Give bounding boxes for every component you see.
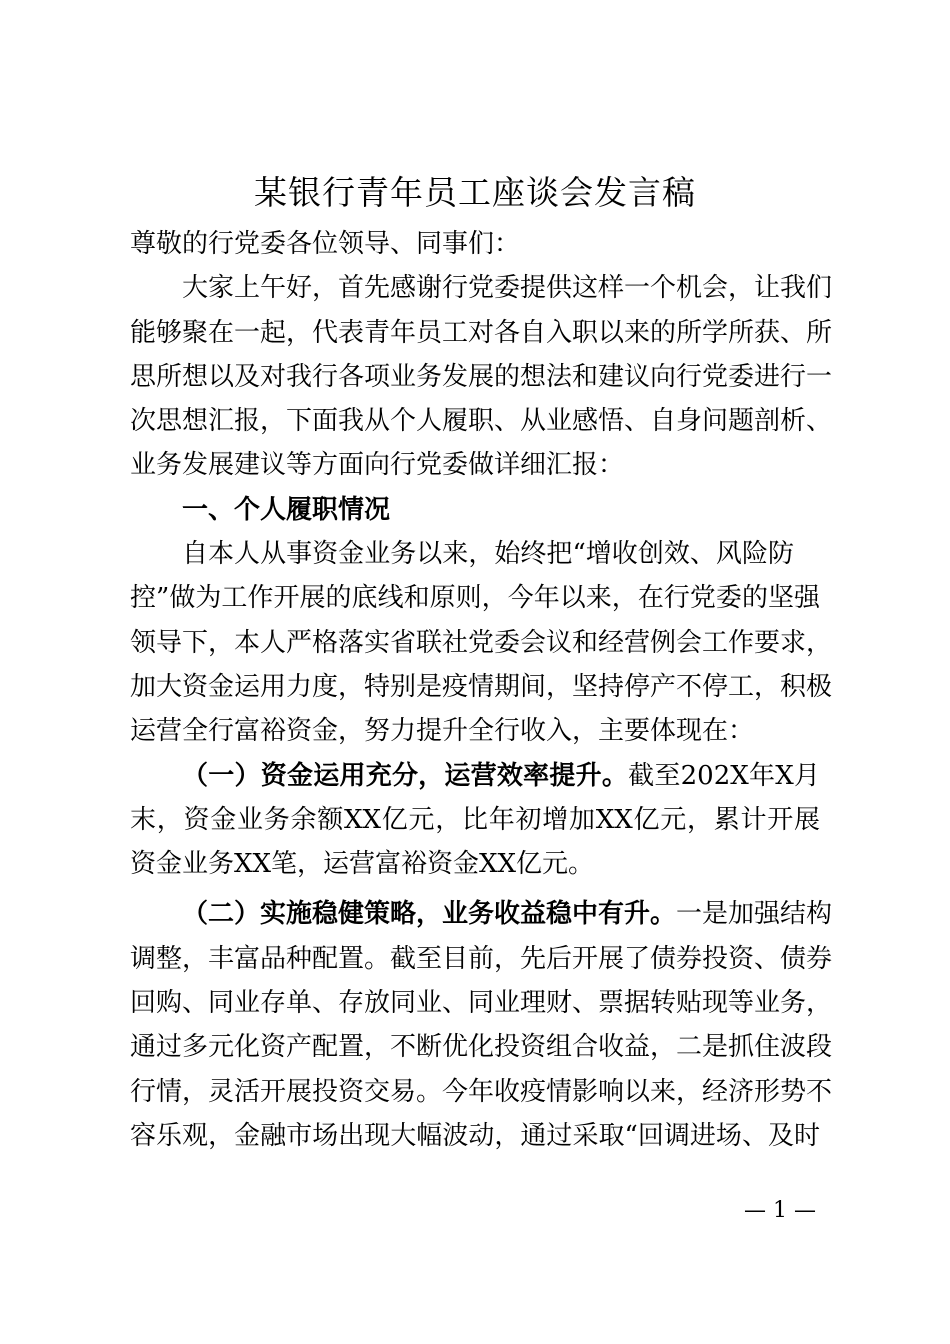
performance-paragraph [130,532,833,753]
item-2-text: 一是加强结构 [676,899,833,930]
text-line: 容乐观，金融市场出现大幅波动，通过采取“回调进场、及时 [130,1120,820,1151]
text-line: 末，资金业务余额XX亿元，比年初增加XX亿元，累计开展 [130,804,820,835]
text-line: 业务发展建议等方面向行党委做详细汇报： [130,450,625,481]
text-line: 大家上午好，首先感谢行党委提供这样一个机会，让我们 [182,273,833,304]
text-line: 行情，灵活开展投资交易。今年收疫情影响以来，经济形势不 [130,1076,833,1107]
item-1-paragraph [130,754,820,887]
text-line: 思所想以及对我行各项业务发展的想法和建议向行党委进行一 [130,361,833,392]
intro-paragraph [130,266,833,487]
text-line: 调整，丰富品种配置。截至目前，先后开展了债券投资、债券 [130,943,833,974]
text-line: 回购、同业存单、存放同业、同业理财、票据转贴现等业务， [130,988,833,1019]
text-line: 加大资金运用力度，特别是疫情期间，坚持停产不停工，积极 [130,671,833,702]
section-heading: 一、个人履职情况 [182,494,391,525]
document-body [130,222,833,1158]
text-line [130,754,820,798]
document-title: 某银行青年员工座谈会发言稿 [254,173,696,212]
text-line [130,892,833,936]
text-line: 运营全行富裕资金，努力提升全行收入，主要体现在： [130,716,755,747]
text-line: 能够聚在一起，代表青年员工对各自入职以来的所学所获、所 [130,317,833,348]
item-1-heading: （一）资金运用充分，运营效率提升。 [182,760,629,791]
text-line: 控”做为工作开展的底线和原则，今年以来，在行党委的坚强 [130,583,820,614]
item-2-heading: （二）实施稳健策略，业务收益稳中有升。 [182,899,677,930]
text-line: 自本人从事资金业务以来，始终把“增收创效、风险防 [182,539,794,570]
text-line: 资金业务XX笔，运营富裕资金XX亿元。 [130,849,595,880]
item-2-paragraph [130,892,833,1158]
salutation: 尊敬的行党委各位领导、同事们： [130,229,521,259]
text-line: 通过多元化资产配置，不断优化投资组合收益，二是抓住波段 [130,1032,833,1063]
text-line: 次思想汇报，下面我从个人履职、从业感悟、自身问题剖析、 [130,406,833,437]
page-number: — 1 — [744,1198,816,1223]
item-1-text: 截至202X年X月 [628,760,820,791]
text-line: 领导下，本人严格落实省联社党委会议和经营例会工作要求， [130,627,833,658]
